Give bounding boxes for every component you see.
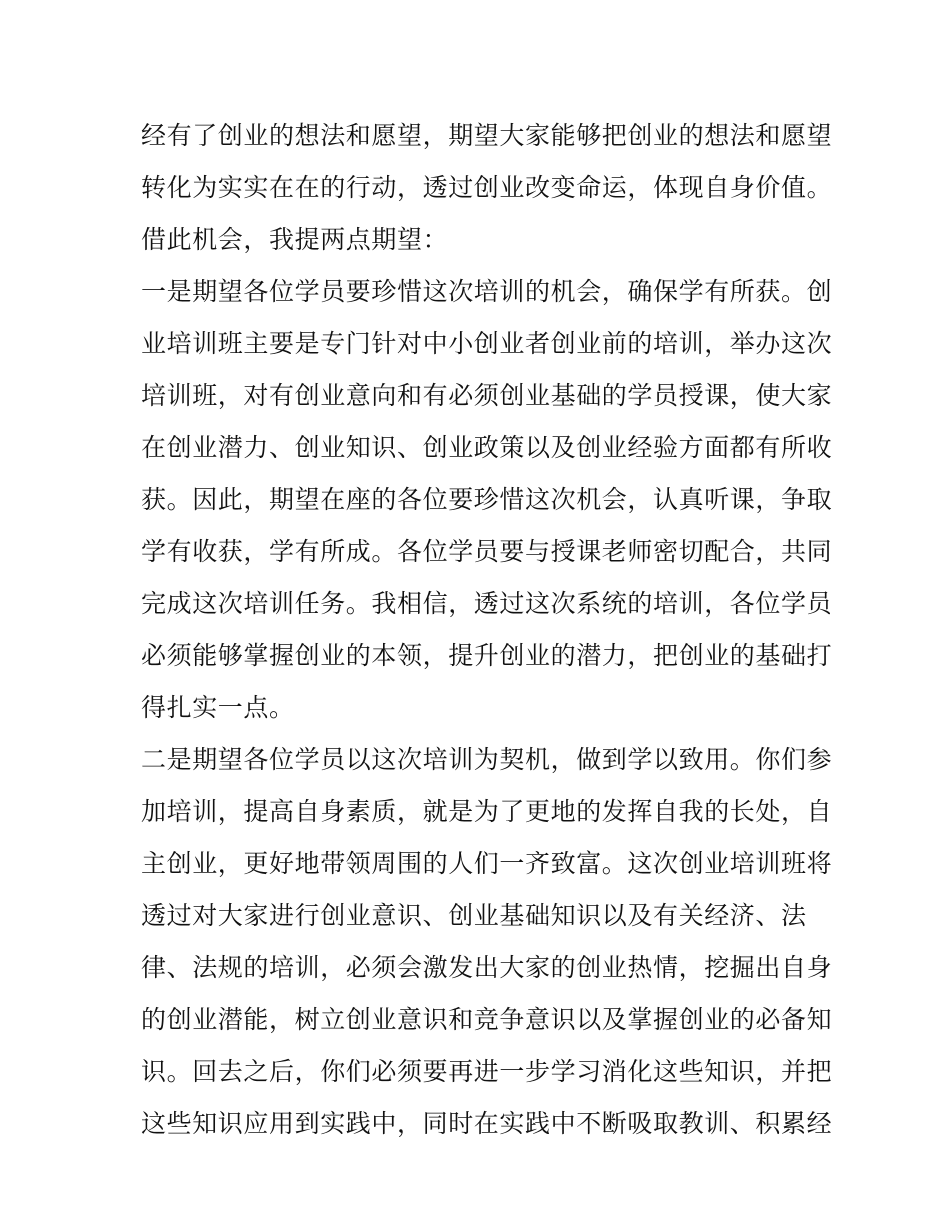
- text-line: 转化为实实在在的行动，透过创业改变命运，体现自身价值。: [141, 173, 833, 202]
- text-line: 获。因此，期望在座的各位要珍惜这次机会，认真听课，争取: [141, 485, 833, 514]
- text-line: 主创业，更好地带领周围的人们一齐致富。这次创业培训班将: [141, 849, 833, 878]
- text-line: 得扎实一点。: [141, 693, 295, 722]
- text-line: 借此机会，我提两点期望：: [141, 225, 449, 254]
- text-line: 在创业潜力、创业知识、创业政策以及创业经验方面都有所收: [141, 433, 833, 462]
- text-line: 经有了创业的想法和愿望，期望大家能够把创业的想法和愿望: [141, 121, 833, 150]
- text-line: 完成这次培训任务。我相信，透过这次系统的培训，各位学员: [141, 589, 833, 618]
- text-line: 的创业潜能，树立创业意识和竞争意识以及掌握创业的必备知: [141, 1005, 833, 1034]
- text-line: 二是期望各位学员以这次培训为契机，做到学以致用。你们参: [141, 745, 833, 774]
- text-line: 加培训，提高自身素质，就是为了更地的发挥自我的长处，自: [141, 797, 833, 826]
- body-text: [141, 110, 833, 1150]
- text-line: 一是期望各位学员要珍惜这次培训的机会，确保学有所获。创: [141, 277, 833, 306]
- text-line: 业培训班主要是专门针对中小创业者创业前的培训，举办这次: [141, 329, 833, 358]
- text-line: 透过对大家进行创业意识、创业基础知识以及有关经济、法: [141, 901, 807, 930]
- text-line: 识。回去之后，你们必须要再进一步学习消化这些知识，并把: [141, 1057, 833, 1086]
- text-line: 培训班，对有创业意向和有必须创业基础的学员授课，使大家: [141, 381, 833, 410]
- text-line: 律、法规的培训，必须会激发出大家的创业热情，挖掘出自身: [141, 953, 833, 982]
- text-line: 学有收获，学有所成。各位学员要与授课老师密切配合，共同: [141, 537, 833, 566]
- text-line: 这些知识应用到实践中，同时在实践中不断吸取教训、积累经: [141, 1109, 833, 1138]
- text-line: 必须能够掌握创业的本领，提升创业的潜力，把创业的基础打: [141, 641, 833, 670]
